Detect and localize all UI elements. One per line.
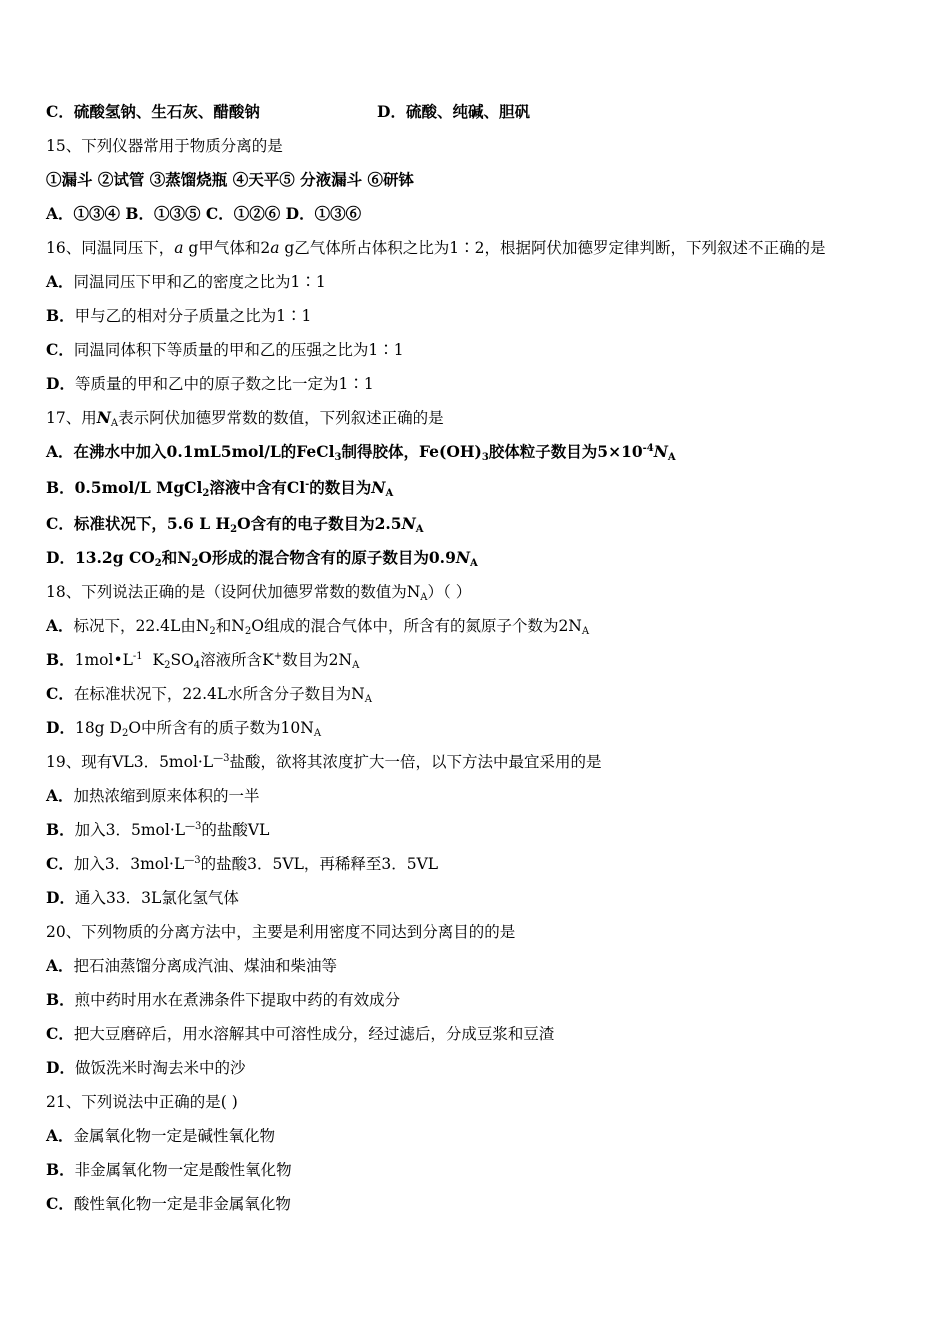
q18-stem <box>46 582 471 602</box>
q14-optD-text: 硫酸、纯碱、胆矾 <box>405 102 530 121</box>
subscript: 2 <box>244 626 252 637</box>
q14-optD-label: D． <box>377 102 406 121</box>
superscript: -4 <box>642 443 654 454</box>
option-text: 标准状况下，5.6 L H <box>73 514 231 533</box>
option-text: O含有的电子数目为2.5 <box>237 514 402 533</box>
option-label: C． <box>46 340 74 359</box>
option-label: B． <box>46 478 75 497</box>
option-text: 把石油蒸馏分离成汽油、煤油和柴油等 <box>73 957 338 975</box>
option-text: 的盐酸VL <box>201 821 270 839</box>
q19-option-a <box>46 786 260 806</box>
subscript: A <box>581 626 590 637</box>
q20-stem: 20、下列物质的分离方法中，主要是利用密度不同达到分离目的的是 <box>46 923 516 941</box>
subscript: 2 <box>164 660 171 671</box>
q19-stem <box>46 752 602 772</box>
option-text: 非金属氧化物一定是酸性氧化物 <box>74 1161 292 1179</box>
subscript: 2 <box>191 558 199 569</box>
q16-stem-a: 16、同温同压下， <box>46 239 175 257</box>
option-label: D． <box>46 718 75 737</box>
option-label: D． <box>46 1058 75 1077</box>
q20-option-b <box>46 990 400 1010</box>
q18-option-d <box>46 718 321 738</box>
q17-option-d <box>46 548 478 568</box>
option-text: 同温同体积下等质量的甲和乙的压强之比为1∶1 <box>73 341 404 359</box>
option-text: 1mol•L <box>74 651 133 669</box>
q18-stem-end: ）（ ） <box>427 583 472 601</box>
avogadro-N: N <box>401 514 416 533</box>
q20-option-a <box>46 956 337 976</box>
option-label: D． <box>46 548 75 567</box>
q17-stem-a: 17、用 <box>46 409 97 427</box>
option-text: 煎中药时用水在煮沸条件下提取中药的有效成分 <box>74 991 401 1009</box>
superscript: —3 <box>184 855 201 866</box>
q18-option-a <box>46 616 589 636</box>
subscript: 2 <box>154 558 162 569</box>
option-text: 和N <box>161 548 192 567</box>
subscript: 3 <box>334 452 342 463</box>
option-text: 通入33．3L氯化氢气体 <box>74 889 239 907</box>
subscript: A <box>667 452 676 463</box>
option-text: O组成的混合气体中，所含有的氮原子个数为2N <box>251 617 582 635</box>
q19-stem-b: 盐酸，欲将其浓度扩大一倍，以下方法中最宜采用的是 <box>229 753 602 771</box>
option-text: 18g D <box>74 719 122 737</box>
q16-option-a <box>46 272 326 292</box>
q19-option-c <box>46 854 438 874</box>
q16-option-d <box>46 374 374 394</box>
option-label: D． <box>46 374 75 393</box>
q17-option-c <box>46 514 424 534</box>
superscript: + <box>273 651 283 662</box>
subscript: A <box>364 694 372 705</box>
option-text: K <box>142 651 165 669</box>
avogadro-N: N <box>653 442 668 461</box>
q17-option-a <box>46 442 676 462</box>
option-text: 标况下，22.4L由N <box>73 617 210 635</box>
option-text: 溶液所含K <box>200 651 274 669</box>
option-text: 在沸水中加入0.1mL5mol/L的FeCl <box>73 442 335 461</box>
subscript: 3 <box>481 452 489 463</box>
option-label: C． <box>46 1194 74 1213</box>
q15-stem: 15、下列仪器常用于物质分离的是 <box>46 137 283 155</box>
q18-option-c <box>46 684 372 704</box>
superscript: - <box>305 479 310 490</box>
option-text: 胶体粒子数目为5×10 <box>488 442 643 461</box>
option-text: 数目为2N <box>282 651 353 669</box>
q17-sub: A <box>110 418 119 429</box>
superscript: -1 <box>132 651 143 662</box>
q21-stem: 21、下列说法中正确的是( ) <box>46 1093 238 1111</box>
option-text: 把大豆磨碎后，用水溶解其中可溶性成分，经过滤后，分成豆浆和豆渣 <box>73 1025 555 1043</box>
option-label: B． <box>46 820 75 839</box>
option-label: C． <box>46 514 74 533</box>
q16-var-a2: a <box>270 239 280 257</box>
option-label: B． <box>46 306 75 325</box>
option-text: 同温同压下甲和乙的密度之比为1∶1 <box>73 273 326 291</box>
option-text: 0.5mol/L MgCl <box>74 478 203 497</box>
option-text: 等质量的甲和乙中的原子数之比一定为1∶1 <box>74 375 374 393</box>
q16-stem-c: g乙气体所占体积之比为1∶2，根据阿伏加德罗定律判断，下列叙述不正确的是 <box>279 239 826 257</box>
superscript: —3 <box>213 753 230 764</box>
subscript: A <box>313 728 322 739</box>
option-text: 13.2g CO <box>74 548 155 567</box>
option-text: 加热浓缩到原来体积的一半 <box>73 787 260 805</box>
subscript: 2 <box>230 524 238 535</box>
q17-stem-b: 表示阿伏加德罗常数的数值，下列叙述正确的是 <box>118 409 444 427</box>
option-label: B． <box>46 650 75 669</box>
q17-stem <box>46 408 444 428</box>
q20-option-c <box>46 1024 554 1044</box>
option-label: B． <box>46 1160 75 1179</box>
q14-optC-label: C． <box>46 102 74 121</box>
avogadro-N: N <box>455 548 471 567</box>
subscript: 2 <box>209 626 216 637</box>
q19-option-b <box>46 820 269 840</box>
subscript: 4 <box>193 660 201 671</box>
q14-optC-text: 硫酸氢钠、生石灰、醋酸钠 <box>73 102 260 121</box>
option-label: A． <box>46 956 74 975</box>
subscript: A <box>420 592 428 603</box>
option-text: 的盐酸3．5VL，再稀释至3．5VL <box>200 855 439 873</box>
q16-stem-b: g甲气体和2 <box>183 239 271 257</box>
subscript: A <box>470 558 478 569</box>
subscript: A <box>352 660 360 671</box>
q19-option-d <box>46 888 239 908</box>
option-label: A． <box>46 272 74 291</box>
q15-options: A．①③④ B．①③⑤ C．①②⑥ D．①③⑥ <box>46 204 362 223</box>
option-label: C． <box>46 684 74 703</box>
option-text: 做饭洗米时淘去米中的沙 <box>74 1059 246 1077</box>
option-text: 溶液中含有Cl <box>209 478 306 497</box>
option-label: A． <box>46 442 74 461</box>
subscript: 2 <box>121 728 129 739</box>
q18-option-b <box>46 650 359 670</box>
subscript: A <box>385 488 394 499</box>
option-text: 的数目为 <box>309 478 372 497</box>
q18-stem-text: 18、下列说法正确的是（设阿伏加德罗常数的数值为N <box>46 583 421 601</box>
q17-option-b <box>46 478 393 498</box>
q16-stem <box>46 238 826 258</box>
q17-N: N <box>96 408 111 427</box>
option-label: A． <box>46 1126 74 1145</box>
option-text: O中所含有的质子数为10N <box>128 719 314 737</box>
option-text: 加入3．3mol·L <box>73 855 185 873</box>
q20-option-d <box>46 1058 245 1078</box>
q21-option-b <box>46 1160 292 1180</box>
option-label: D． <box>46 888 75 907</box>
superscript: —3 <box>185 821 202 832</box>
option-label: C． <box>46 854 74 873</box>
option-text: 金属氧化物一定是碱性氧化物 <box>73 1127 276 1145</box>
q16-option-b <box>46 306 311 326</box>
option-text: 和N <box>215 617 245 635</box>
q14-options-cd <box>46 102 530 122</box>
option-text: O形成的混合物含有的原子数目为0.9 <box>198 548 456 567</box>
option-text: 在标准状况下，22.4L水所含分子数目为N <box>73 685 365 703</box>
q16-var-a1: a <box>174 239 184 257</box>
option-text: SO <box>170 651 194 669</box>
q15-items: ①漏斗 ②试管 ③蒸馏烧瓶 ④天平⑤ 分液漏斗 ⑥研钵 <box>46 170 414 189</box>
option-text: 加入3．5mol·L <box>74 821 186 839</box>
option-text: 酸性氧化物一定是非金属氧化物 <box>73 1195 291 1213</box>
avogadro-N: N <box>371 478 386 497</box>
q19-stem-a: 19、现有VL3．5mol·L <box>46 753 214 771</box>
option-label: C． <box>46 1024 74 1043</box>
option-label: B． <box>46 990 75 1009</box>
option-text: 甲与乙的相对分子质量之比为1∶1 <box>74 307 312 325</box>
option-label: A． <box>46 786 74 805</box>
q21-option-c <box>46 1194 291 1214</box>
q21-option-a <box>46 1126 275 1146</box>
q16-option-c <box>46 340 404 360</box>
subscript: 2 <box>202 488 210 499</box>
option-text: 制得胶体，Fe(OH) <box>341 442 482 461</box>
subscript: A <box>415 524 424 535</box>
option-label: A． <box>46 616 74 635</box>
